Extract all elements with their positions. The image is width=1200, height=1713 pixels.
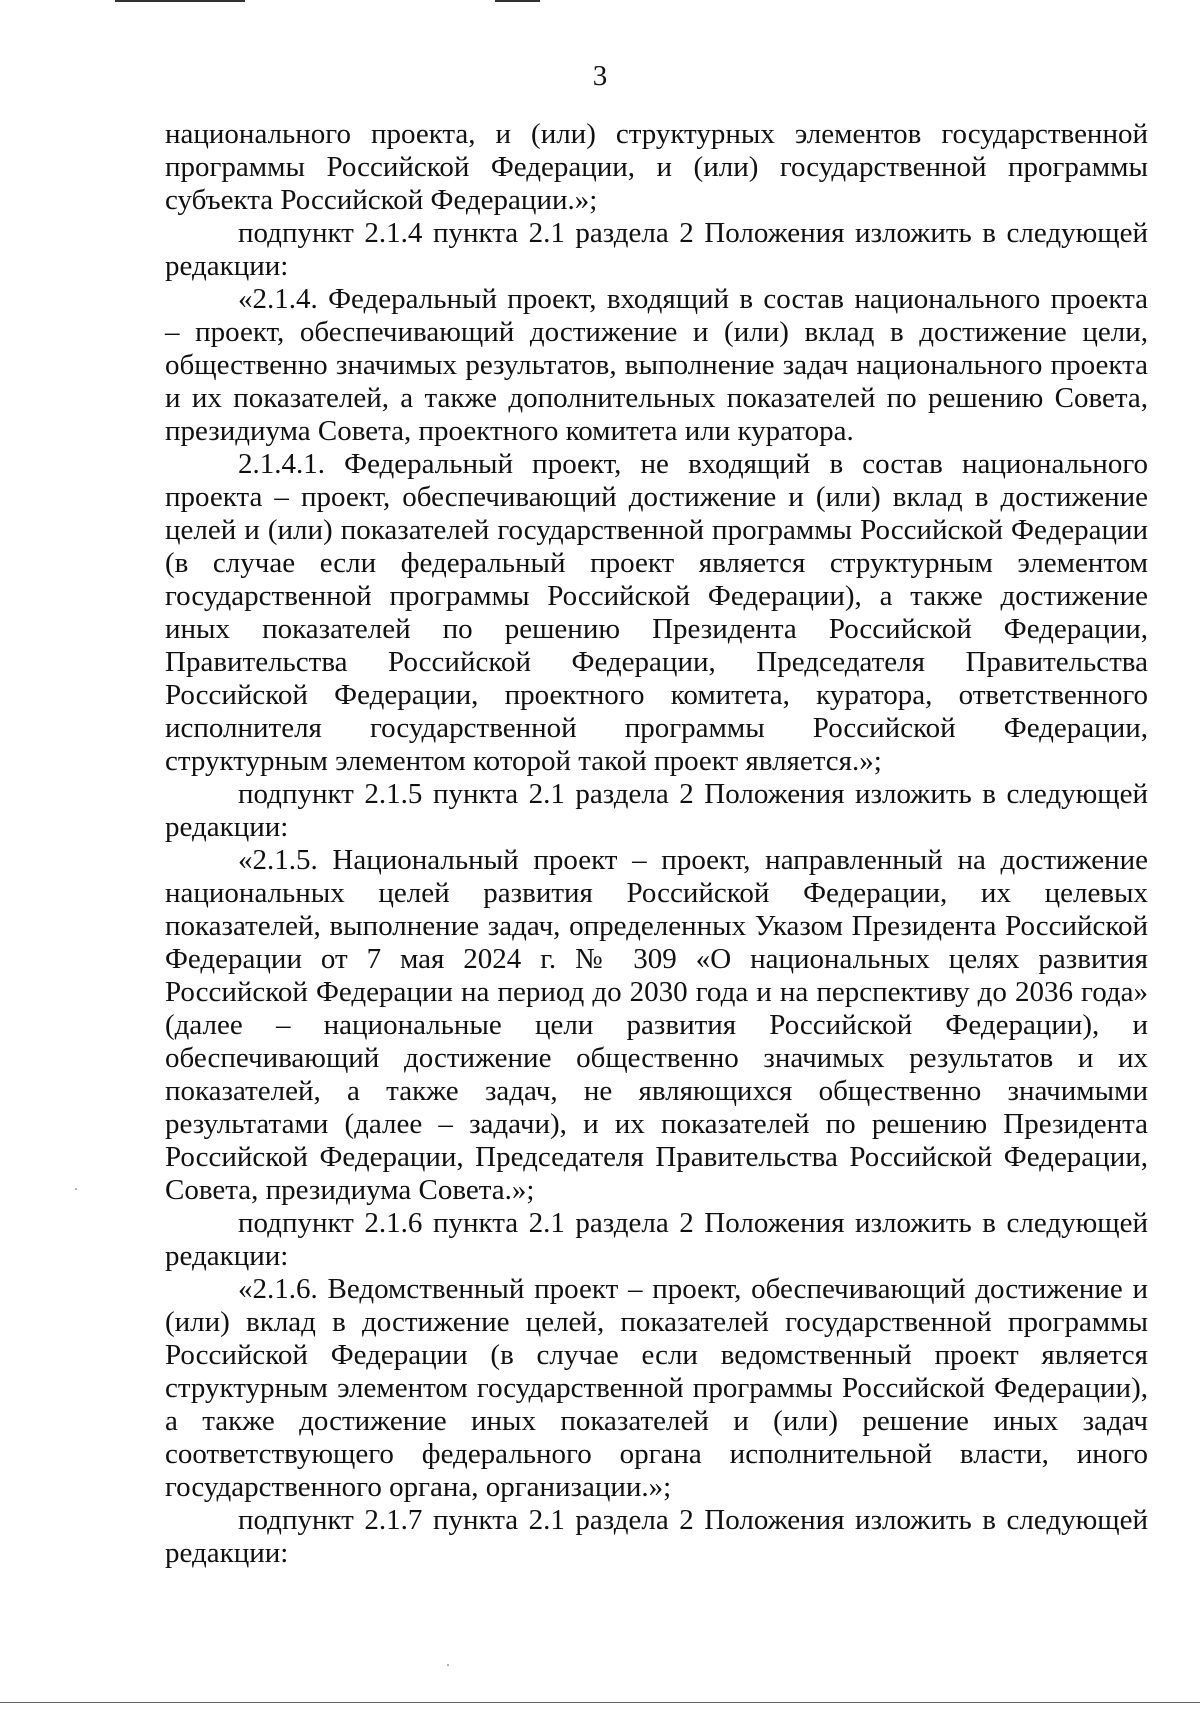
paragraph-continuation: национального проекта, и (или) структурных элементов государственной программы Российской Федерации, и (или) государственной программы субъекта Российской Федерации.»; (165, 118, 1148, 216)
paragraph-clause-2-1-4: «2.1.4. Федеральный проект, входящий в состав национального проекта – проект, обеспечивающий достижение и (или) вклад в достижение цели, общественно значимых результатов, выполнение задач национального проекта и их показателей, а также дополнительных показателей по решению Совета, президиума Совета, проектного комитета или куратора. (165, 283, 1148, 447)
paragraph-clause-2-1-5: «2.1.5. Национальный проект – проект, направленный на достижение национальных целей развития Российской Федерации, их целевых показателей, выполнение задач, определенных Указом Президента Российской Федерации от 7 мая 2024 г. № 309 «О национальных целях развития Российской Федерации на период до 2030 года и на перспективу до 2036 года» (далее – национальные цели развития Российской Федерации), и обеспечивающий достижение общественно значимых результатов и их показателей, а также задач, не являющихся общественно значимыми результатами (далее – задачи), и их показателей по решению Президента Российской Федерации, Председателя Правительства Российской Федерации, Совета, президиума Совета.»; (165, 844, 1148, 1206)
paragraph-clause-2-1-4-1: 2.1.4.1. Федеральный проект, не входящий в состав национального проекта – проект, обеспечивающий достижение и (или) вклад в достижение целей и (или) показателей государственной программы Российской Федерации (в случае если федеральный проект является структурным элементом государственной программы Российской Федерации), а также достижение иных показателей по решению Президента Российской Федерации, Правительства Российской Федерации, Председателя Правительства Российской Федерации, проектного комитета, куратора, ответственного исполнителя государственной программы Российской Федерации, структурным элементом которой такой проект является.»; (165, 448, 1148, 777)
paragraph-subclause-2-1-4-instruction: подпункт 2.1.4 пункта 2.1 раздела 2 Положения изложить в следующей редакции: (165, 217, 1148, 282)
top-scan-rule-right (495, 0, 540, 2)
paragraph-subclause-2-1-7-instruction: подпункт 2.1.7 пункта 2.1 раздела 2 Положения изложить в следующей редакции: (165, 1504, 1148, 1569)
top-scan-rule-left (115, 0, 245, 2)
scan-speck (447, 1664, 449, 1666)
document-body (165, 118, 1148, 1570)
paragraph-subclause-2-1-5-instruction: подпункт 2.1.5 пункта 2.1 раздела 2 Положения изложить в следующей редакции: (165, 778, 1148, 843)
bottom-scan-rule (0, 1702, 1200, 1703)
paragraph-subclause-2-1-6-instruction: подпункт 2.1.6 пункта 2.1 раздела 2 Положения изложить в следующей редакции: (165, 1207, 1148, 1272)
scan-speck (75, 1188, 77, 1190)
paragraph-clause-2-1-6: «2.1.6. Ведомственный проект – проект, обеспечивающий достижение и (или) вклад в достижение целей, показателей государственной программы Российской Федерации (в случае если ведомственный проект является структурным элементом государственной программы Российской Федерации), а также достижение иных показателей и (или) решение иных задач соответствующего федерального органа исполнительной власти, иного государственного органа, организации.»; (165, 1273, 1148, 1503)
page-number: 3 (592, 60, 608, 92)
